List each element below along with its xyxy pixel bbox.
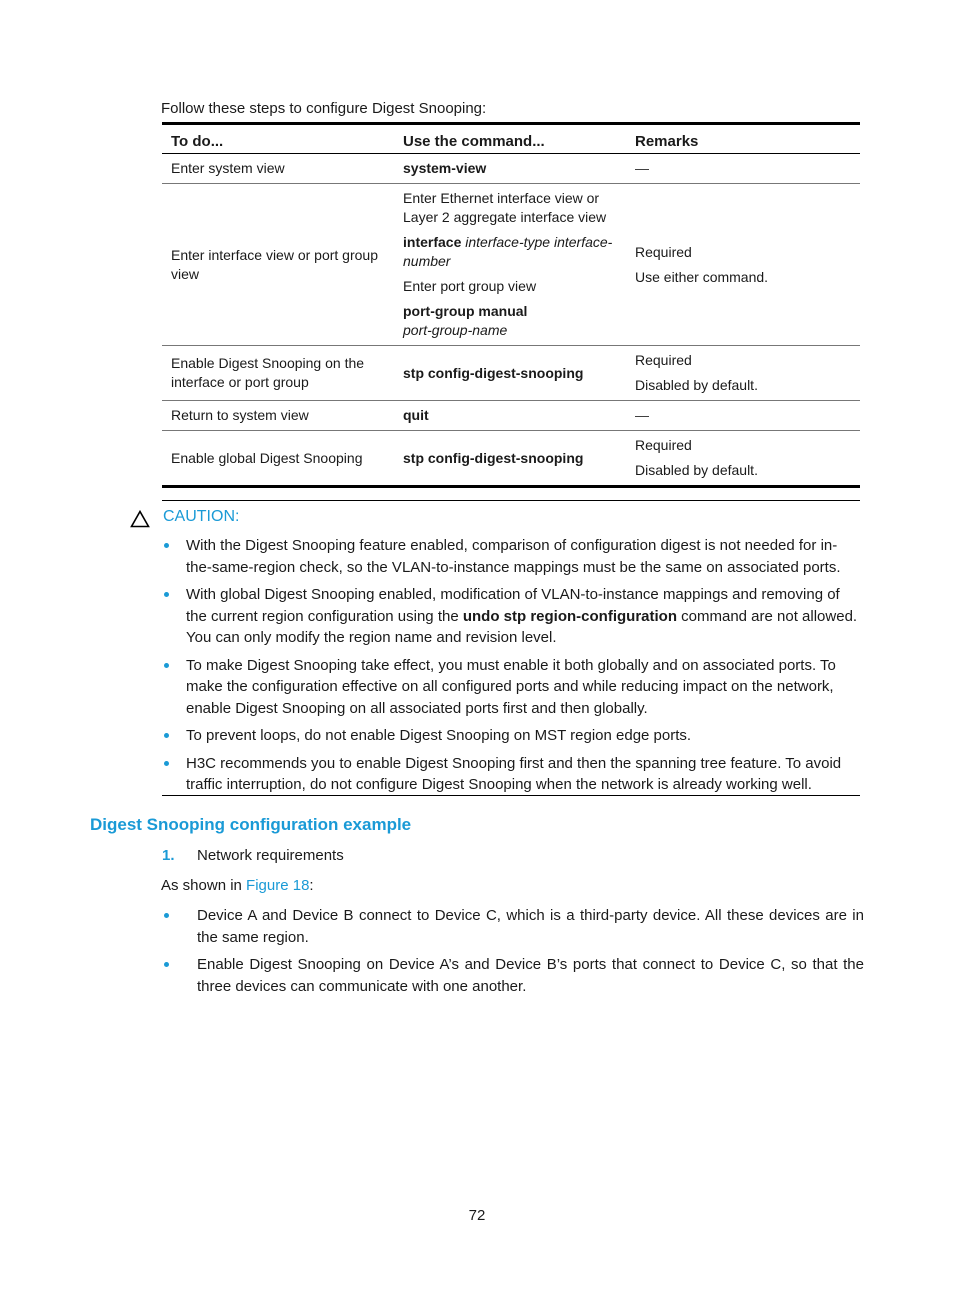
caution-text: To prevent loops, do not enable Digest Snooping on MST region edge ports. xyxy=(186,727,692,744)
figure-ref-text: : xyxy=(309,877,314,894)
bullet-icon xyxy=(164,543,169,548)
command-desc: Enter Ethernet interface view or Layer 2 aggregate interface view xyxy=(403,190,607,225)
remark-line: Use either command. xyxy=(635,268,769,285)
command-keyword: port-group manual xyxy=(403,303,528,319)
remark-line: Required xyxy=(635,352,692,368)
remark-line: Required xyxy=(635,437,692,453)
remark-line: Disabled by default. xyxy=(635,377,758,393)
command-cell: stp config-digest-snooping xyxy=(394,431,626,487)
table-header-row xyxy=(162,124,860,154)
bullet-icon xyxy=(164,913,169,918)
list-item xyxy=(162,584,862,649)
todo-cell: Return to system view xyxy=(162,401,394,431)
command-cell xyxy=(394,184,626,346)
header-remarks: Remarks xyxy=(626,124,860,154)
remark-line: Disabled by default. xyxy=(635,462,758,478)
section-heading: Digest Snooping configuration example xyxy=(90,815,412,834)
step-label: Network requirements xyxy=(197,847,344,864)
remark-cell xyxy=(626,431,860,487)
command-cell: stp config-digest-snooping xyxy=(394,346,626,401)
list-item xyxy=(162,655,862,720)
list-item xyxy=(162,753,862,796)
bullet-icon xyxy=(164,733,169,738)
remark-cell xyxy=(626,184,860,346)
requirement-text: Device A and Device B connect to Device C, which is a third-party device. All these devices are in the same region. xyxy=(197,907,864,946)
figure-ref-text: As shown in xyxy=(161,877,247,894)
command-line xyxy=(403,233,617,271)
command-cell: quit xyxy=(394,401,626,431)
caution-text: To make Digest Snooping take effect, you must enable it both globally and on associated ports. To make the configuration effective on all configured ports and while reducing impact on the network, enable Digest Snooping on all associated ports first and then globally. xyxy=(186,656,836,717)
figure-link[interactable]: Figure 18 xyxy=(246,877,310,894)
requirements-list xyxy=(162,905,864,1003)
caution-text: command are not allowed. You can only modify the region name and revision level. xyxy=(186,607,858,646)
caution-title: CAUTION: xyxy=(163,508,240,525)
table-row xyxy=(162,154,860,184)
caution-command: undo stp region-configuration xyxy=(462,607,677,625)
table-row xyxy=(162,346,860,401)
todo-cell: Enable Digest Snooping on the interface or port group xyxy=(162,346,394,401)
table-row xyxy=(162,401,860,431)
header-todo: To do... xyxy=(162,124,394,154)
command-line xyxy=(403,302,617,340)
list-item xyxy=(162,535,862,578)
command-argument: interface-type interface-number xyxy=(403,234,613,269)
caution-text: With the Digest Snooping feature enabled, comparison of configuration digest is not needed for in-the-same-region check, so the VLAN-to-instance mappings must be the same on associated ports. xyxy=(186,537,841,576)
command-keyword: interface xyxy=(403,234,462,250)
table-row xyxy=(162,431,860,487)
bullet-icon xyxy=(164,592,169,597)
bullet-icon xyxy=(164,962,169,967)
list-item xyxy=(162,954,864,997)
command-argument: port-group-name xyxy=(403,322,508,338)
remark-cell: — xyxy=(626,401,860,431)
table-row xyxy=(162,184,860,346)
remark-cell: — xyxy=(635,160,649,176)
command-desc: Enter port group view xyxy=(403,278,537,294)
command-cell: system-view xyxy=(403,160,487,176)
remark-cell xyxy=(626,346,860,401)
bullet-icon xyxy=(164,761,169,766)
step-item xyxy=(162,847,344,864)
todo-cell: Enable global Digest Snooping xyxy=(162,431,394,487)
warning-triangle-icon xyxy=(130,510,150,528)
todo-cell: Enter interface view or port group view xyxy=(162,184,394,346)
bullet-icon xyxy=(164,663,169,668)
caution-text: With global Digest Snooping enabled, modification of VLAN-to-instance mappings and removing of the current region configuration using the xyxy=(186,586,840,625)
remark-line: Required xyxy=(635,243,692,260)
intro-text: Follow these steps to configure Digest Snooping: xyxy=(161,100,487,117)
todo-cell: Enter system view xyxy=(171,160,285,176)
step-number: 1. xyxy=(162,847,175,864)
figure-reference xyxy=(161,877,314,894)
list-item xyxy=(162,905,864,948)
config-steps-table xyxy=(162,122,860,488)
list-item xyxy=(162,725,862,747)
page-number: 72 xyxy=(468,1207,486,1224)
caution-text: H3C recommends you to enable Digest Snooping first and then the spanning tree feature. To avoid traffic interruption, do not configure Digest Snooping when the network is already working well. xyxy=(186,754,842,793)
requirement-text: Enable Digest Snooping on Device A’s and Device B’s ports that connect to Device C, so that the three devices can communicate with one another. xyxy=(197,956,864,995)
caution-list xyxy=(162,535,862,802)
header-command: Use the command... xyxy=(394,124,626,154)
